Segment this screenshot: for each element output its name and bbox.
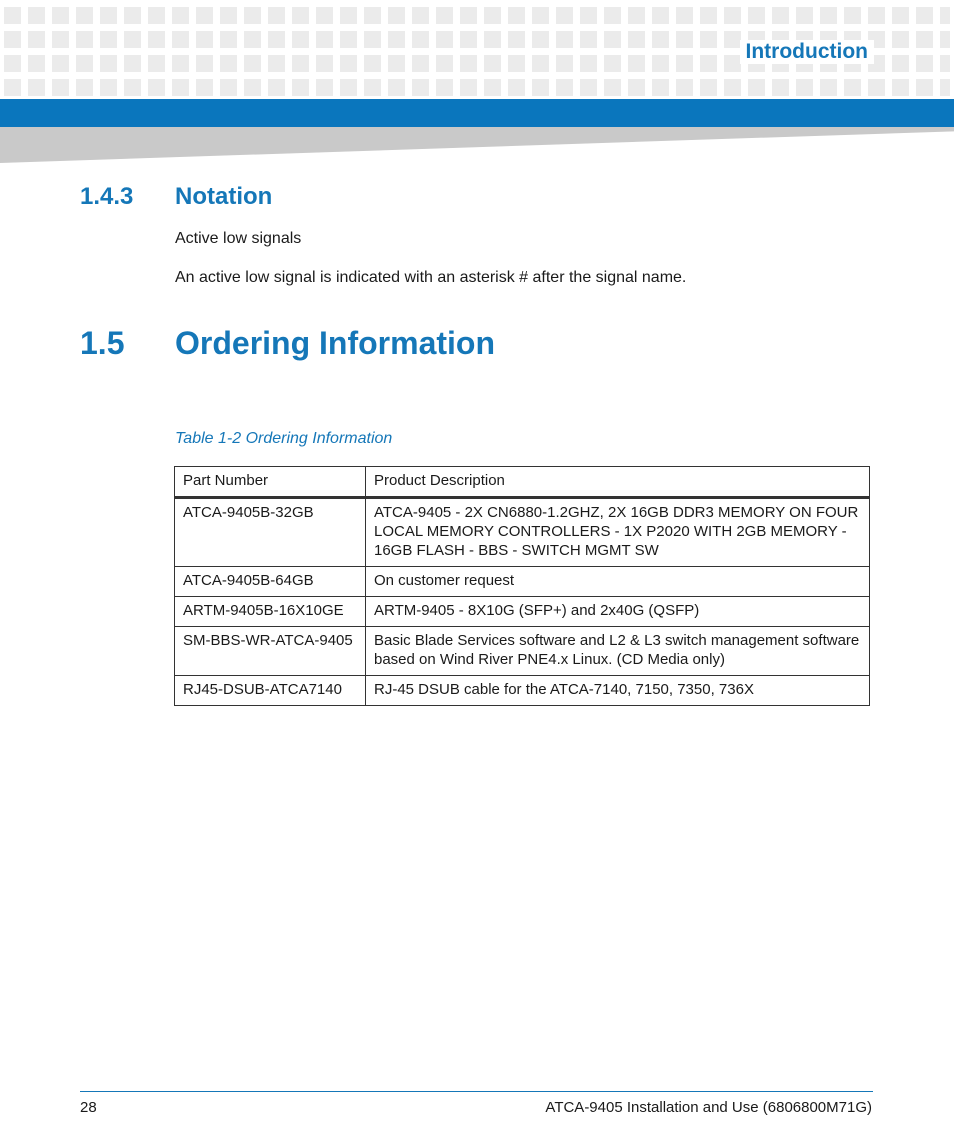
notation-line-1: Active low signals — [175, 230, 302, 247]
part-number-cell: SM-BBS-WR-ATCA-9405 — [175, 627, 366, 676]
column-header-product-description: Product Description — [366, 467, 870, 498]
header-blue-band — [0, 99, 954, 127]
notation-heading — [80, 183, 272, 211]
part-number-cell: RJ45-DSUB-ATCA7140 — [175, 676, 366, 706]
product-description-cell: ATCA-9405 - 2X CN6880-1.2GHZ, 2X 16GB DDR3 MEMORY ON FOUR LOCAL MEMORY CONTROLLERS - 1X P2020 WITH 2GB MEMORY - 16GB FLASH - BBS - SWITCH MGMT SW — [366, 498, 870, 567]
ordering-heading-number: 1.5 — [80, 325, 125, 361]
footer-rule — [80, 1091, 873, 1092]
table-row — [175, 567, 870, 597]
notation-line-2: An active low signal is indicated with an asterisk # after the signal name. — [175, 269, 687, 286]
table-row — [175, 597, 870, 627]
product-description-cell: Basic Blade Services software and L2 & L3 switch management software based on Wind River PNE4.x Linux. (CD Media only) — [366, 627, 870, 676]
column-header-part-number: Part Number — [175, 467, 366, 498]
table-row — [175, 676, 870, 706]
notation-heading-title: Notation — [175, 183, 273, 210]
part-number-cell: ATCA-9405B-64GB — [175, 567, 366, 597]
header-section-title: Introduction — [740, 40, 874, 64]
header-gray-wedge — [0, 127, 954, 163]
ordering-table — [174, 466, 870, 706]
notation-heading-number: 1.4.3 — [80, 183, 134, 210]
table-row — [175, 627, 870, 676]
product-description-cell: On customer request — [366, 567, 870, 597]
page-number: 28 — [80, 1099, 97, 1116]
table-header-row — [175, 467, 870, 498]
table-caption: Table 1-2 Ordering Information — [175, 430, 393, 447]
part-number-cell: ARTM-9405B-16X10GE — [175, 597, 366, 627]
ordering-heading-title: Ordering Information — [175, 325, 495, 361]
footer-document-title: ATCA-9405 Installation and Use (6806800M71G) — [545, 1099, 872, 1116]
table-row — [175, 498, 870, 567]
ordering-heading — [80, 325, 495, 362]
product-description-cell: RJ-45 DSUB cable for the ATCA-7140, 7150, 7350, 736X — [366, 676, 870, 706]
product-description-cell: ARTM-9405 - 8X10G (SFP+) and 2x40G (QSFP) — [366, 597, 870, 627]
part-number-cell: ATCA-9405B-32GB — [175, 498, 366, 567]
